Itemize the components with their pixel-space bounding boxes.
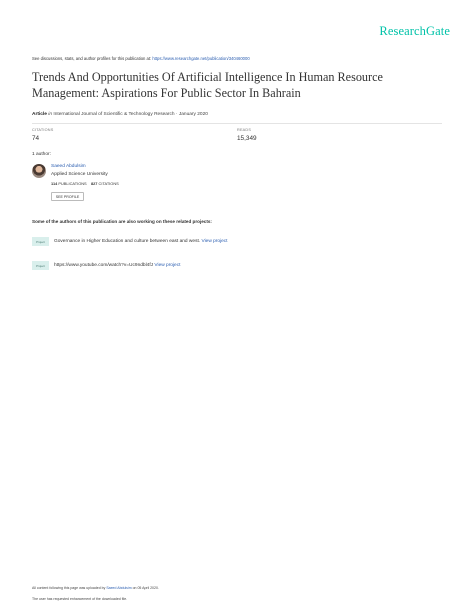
author-citations-count: 827 — [90, 181, 98, 186]
reads-value: 15,349 — [237, 135, 257, 142]
view-project-link[interactable]: View project — [201, 239, 228, 244]
enhancement-note: The user has requested enhancement of the downloaded file. — [32, 597, 128, 601]
venue-date: International Journal of Scientific & Technology Research · January 2020 — [53, 112, 208, 117]
project-thumbnail: Project — [32, 237, 49, 246]
project-thumbnail: Project — [32, 261, 49, 270]
author-avatar[interactable] — [32, 164, 46, 178]
authors-heading: 1 author: — [32, 152, 51, 157]
in-word: in — [48, 112, 53, 117]
publication-meta — [32, 112, 208, 117]
citations-label: CITATIONS — [32, 128, 54, 132]
author-name-link[interactable]: Saeed Abdulsim — [51, 164, 86, 169]
reads-label: READS — [237, 128, 252, 132]
related-project-item — [54, 263, 180, 268]
author-publications-label: PUBLICATIONS — [58, 181, 87, 186]
publication-type: Article — [32, 112, 47, 117]
citations-value: 74 — [32, 135, 40, 142]
researchgate-logo[interactable]: ResearchGate — [379, 24, 450, 38]
author-publications-count: 114 — [51, 181, 58, 186]
publication-link[interactable]: https://www.researchgate.net/publication/340460000 — [152, 56, 250, 61]
uploader-link[interactable]: Saeed Abdulsim — [106, 586, 132, 590]
upload-prefix: All content following this page was uploaded by — [32, 586, 107, 590]
related-project-item — [54, 239, 228, 244]
author-citations-label: CITATIONS — [98, 181, 119, 186]
see-profile-button[interactable]: SEE PROFILE — [51, 192, 84, 201]
project-description: https://www.youtube.com/watch?v=Uc9ndbl4fJ — [54, 263, 155, 268]
discussion-prefix: See discussions, stats, and author profiles for this publication at: — [32, 56, 153, 61]
author-institution: Applied Science University — [51, 172, 108, 177]
discussion-notice — [32, 56, 250, 61]
view-project-link[interactable]: View project — [154, 263, 181, 268]
author-stats — [51, 181, 119, 186]
divider — [32, 123, 442, 124]
upload-notice — [32, 586, 159, 590]
project-description: Governance in Higher Education and culture between east and west. — [54, 239, 202, 244]
related-projects-heading: Some of the authors of this publication are also working on these related projects: — [32, 219, 212, 224]
upload-suffix: on 05 April 2020. — [131, 586, 159, 590]
top-bar — [0, 0, 474, 56]
publication-title: Trends And Opportunities Of Artificial Intelligence In Human Resource Management: Aspirations For Public Sector In Bahrain — [32, 70, 383, 100]
